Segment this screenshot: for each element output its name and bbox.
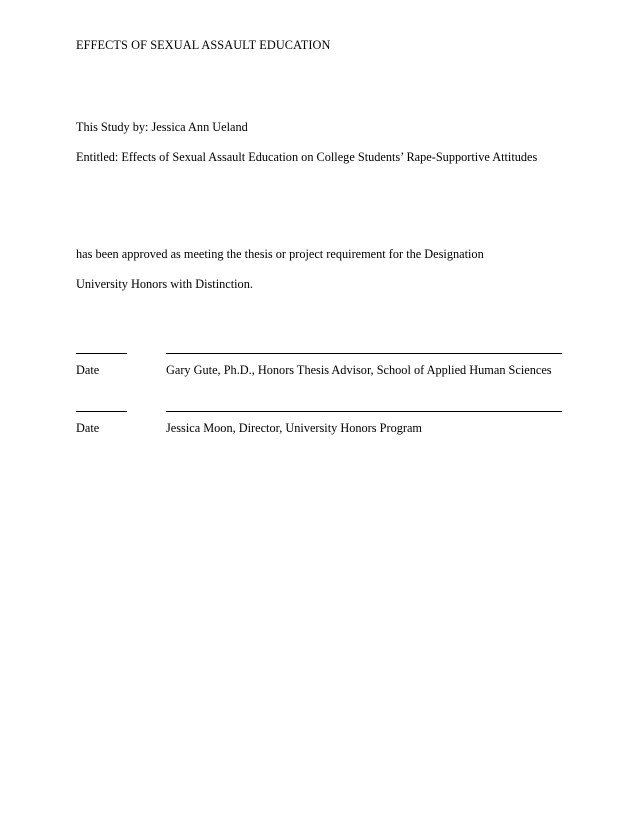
- running-head: EFFECTS OF SEXUAL ASSAULT EDUCATION: [76, 38, 331, 52]
- signature-block-director: [76, 404, 562, 436]
- entitled-line: Entitled: Effects of Sexual Assault Education on College Students’ Rape-Supportive Attitudes: [76, 150, 538, 164]
- date-signature-line: [76, 353, 127, 354]
- honors-designation: University Honors with Distinction.: [76, 277, 253, 291]
- signer-label-advisor: Gary Gute, Ph.D., Honors Thesis Advisor, School of Applied Human Sciences: [166, 363, 552, 377]
- signature-block-advisor: [76, 346, 562, 378]
- date-label: Date: [76, 363, 100, 377]
- study-by-line: This Study by: Jessica Ann Ueland: [76, 120, 248, 134]
- approval-statement: has been approved as meeting the thesis or project requirement for the Designation: [76, 247, 484, 261]
- signer-signature-line: [166, 411, 562, 412]
- signature-rule-row: [76, 346, 562, 360]
- date-label: Date: [76, 421, 100, 435]
- signer-label-director: Jessica Moon, Director, University Honors Program: [166, 421, 422, 435]
- signature-label-row: [76, 364, 562, 378]
- signature-label-row: [76, 422, 562, 436]
- date-signature-line: [76, 411, 127, 412]
- signer-signature-line: [166, 353, 562, 354]
- signature-rule-row: [76, 404, 562, 418]
